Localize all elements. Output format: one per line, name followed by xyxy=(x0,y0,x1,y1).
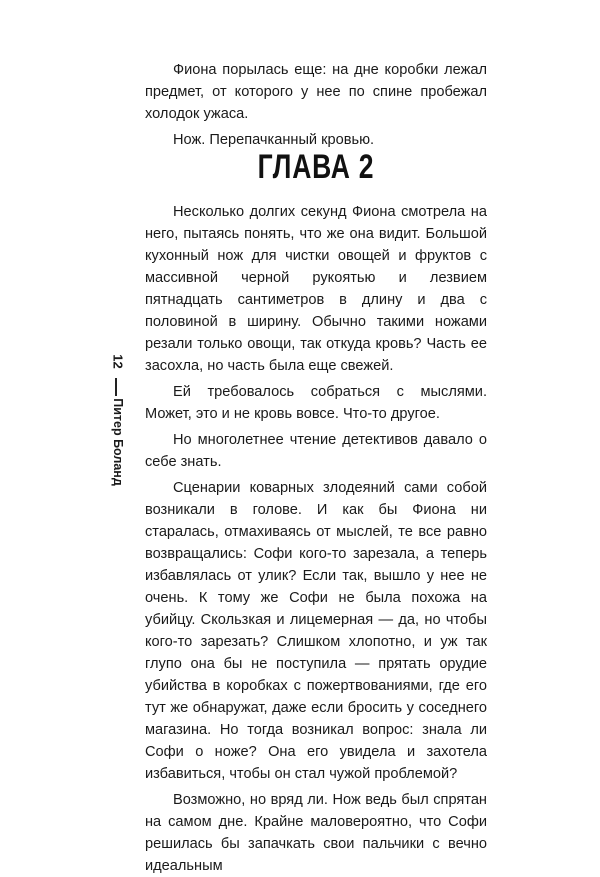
author-name: Питер Боланд xyxy=(111,398,125,486)
paragraph: Несколько долгих секунд Фиона смотрела на него, пытаясь понять, что же она видит. Большой кухонный нож для чистки овощей и фруктов с массивной черной рукоятью и лезвием пятнадцать сантиметров в длину и два с половиной в ширину. Обычно такими ножами резали только овощи, так откуда кровь? Часть ее засохла, но часть была еще свежей. xyxy=(145,204,487,374)
paragraph: Но многолетнее чтение детективов давало о себе знать. xyxy=(145,432,487,470)
paragraph: Ей требовалось собраться с мыслями. Может, это и не кровь вовсе. Что-то другое. xyxy=(145,384,487,422)
side-folio xyxy=(103,340,133,500)
chapter-title: ГЛАВА 2 xyxy=(257,148,375,186)
paragraph: Фиона порылась еще: на дне коробки лежал предмет, от которого у нее по спине пробежал холодок ужаса. xyxy=(145,62,487,122)
intro-text xyxy=(145,59,487,151)
page-number: 12 xyxy=(110,354,126,369)
chapter-body xyxy=(145,201,487,877)
paragraph: Нож. Перепачканный кровью. xyxy=(173,132,375,148)
paragraph: Сценарии коварных злодеяний сами собой возникали в голове. И как бы Фиона ни старалась, отмахиваясь от мыслей, те все равно возвращались: Софи кого-то зарезала, а теперь избавлялась от улик? Если так, вышло у нее не очень. К тому же Софи не была похожа на убийцу. Скользкая и лицемерная — да, но чтобы кого-то зарезать? Слишком хлопотно, и уж так глупо она бы не поступила — прятать орудие убийства в коробках с пожертвованиями, где его тут же обнаружат, даже если бросить у соседнего магазина. Но тогда возникал вопрос: знала ли Софи о ноже? Она его увидела и захотела избавиться, чтобы он стал чужой проблемой? xyxy=(145,480,487,782)
paragraph: Возможно, но вряд ли. Нож ведь был спрятан на самом дне. Крайне маловероятно, что Софи решилась бы запачкать свои пальчики с вечно идеальным xyxy=(145,792,487,874)
